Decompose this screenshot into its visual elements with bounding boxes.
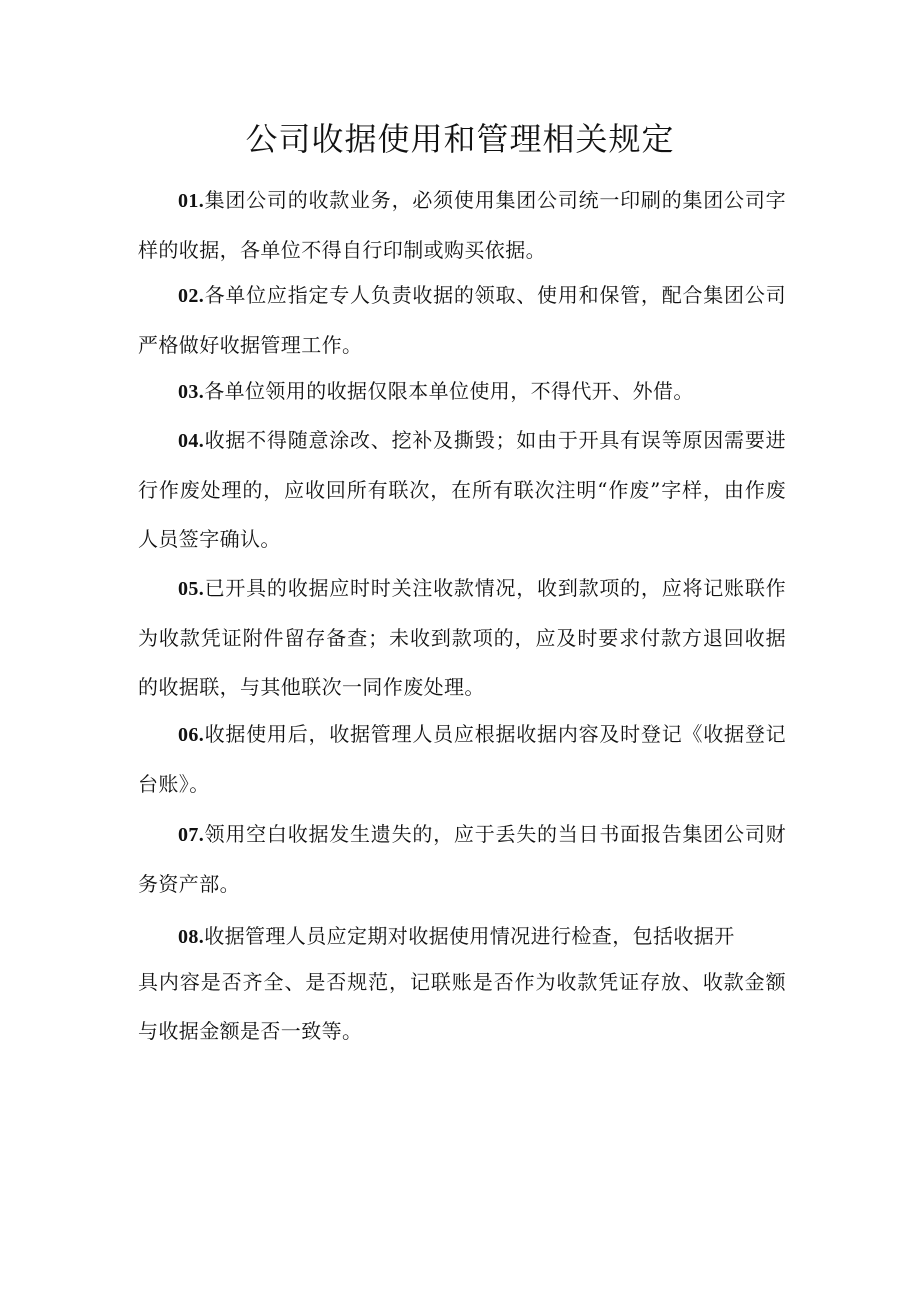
article-number: 07. (178, 824, 205, 846)
article-number: 06. (178, 724, 205, 746)
article-number: 05. (178, 578, 205, 600)
article-number: 04. (178, 430, 205, 452)
page-title: 公司收据使用和管理相关规定 (245, 120, 675, 158)
article-number: 08. (178, 926, 205, 948)
article-text: 各单位应指定专人负责收据的领取、使用和保管，配合集团公司严格做好收据管理工作。 (138, 283, 786, 357)
article-04 (138, 416, 786, 564)
article-text: 收据不得随意涂改、挖补及撕毁；如由于开具有误等原因需要进行作废处理的，应收回所有联次，在所有联次注明“作废”字样，由作废人员签字确认。 (138, 428, 786, 551)
article-05 (138, 564, 786, 712)
article-02 (138, 271, 786, 370)
article-08-continuation: 具内容是否齐全、是否规范，记联账是否作为收款凭证存放、收款金额与收据金额是否一致等。 (138, 970, 786, 1043)
article-text: 各单位领用的收据仅限本单位使用，不得代开、外借。 (204, 379, 694, 403)
article-08-first-line (138, 912, 786, 962)
article-text: 收据管理人员应定期对收据使用情况进行检查，包括收据开 (204, 924, 735, 948)
article-06 (138, 710, 786, 809)
article-number: 01. (178, 190, 205, 212)
article-03 (138, 367, 786, 417)
article-text: 已开具的收据应时时关注收款情况，收到款项的，应将记账联作为收款凭证附件留存备查；未收到款项的，应及时要求付款方退回收据的收据联，与其他联次一同作废处理。 (138, 576, 786, 699)
article-01 (138, 176, 786, 275)
article-number: 02. (178, 285, 205, 307)
article-07 (138, 810, 786, 909)
article-text: 集团公司的收款业务，必须使用集团公司统一印刷的集团公司字样的收据，各单位不得自行印制或购买依据。 (138, 188, 786, 262)
article-text: 领用空白收据发生遗失的，应于丢失的当日书面报告集团公司财务资产部。 (138, 822, 786, 896)
article-number: 03. (178, 381, 205, 403)
article-text: 收据使用后，收据管理人员应根据收据内容及时登记《收据登记台账》。 (138, 722, 786, 796)
